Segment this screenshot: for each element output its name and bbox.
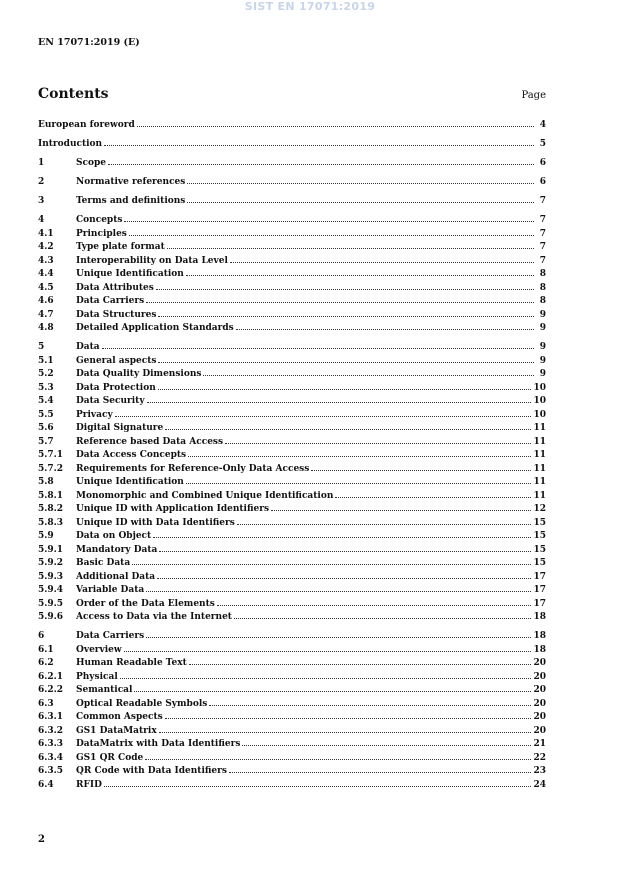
toc-entry-page: 21 [533,739,546,749]
toc-entry-page: 11 [533,490,546,501]
toc-entry-page: 20 [533,685,546,695]
toc-entry-title: Data Quality Dimensions [76,369,202,379]
toc-entry-page: 11 [533,450,546,460]
toc-entry[interactable] [38,726,546,740]
toc-entry-page: 11 [533,477,546,487]
toc-entry-page: 8 [539,269,546,279]
toc-entry-page: 8 [539,296,546,306]
toc-entry[interactable] [38,229,546,243]
toc-entry-number: 6.2 [38,658,54,668]
toc-leader-dots [146,296,534,303]
toc-entry-title: Data Protection [76,382,156,393]
toc-entry-page: 7 [539,242,546,252]
page-column-label: Page [521,90,546,101]
toc-entry-number: 6.3.4 [38,752,64,763]
toc-entry-number: 6.3.5 [38,766,64,776]
toc-entry-number: 5.2 [38,369,54,379]
toc-entry-page: 17 [533,571,546,582]
toc-entry-title: Basic Data [76,558,131,568]
toc-entry-number: 6.4 [38,779,54,790]
toc-entry-title: GS1 QR Code [76,752,144,763]
toc-entry-page: 5 [539,139,546,149]
toc-entry-title: Data [76,342,100,352]
toc-entry-number: 5.9.1 [38,544,64,555]
toc-leader-dots [203,369,534,376]
toc-entry-title: Reference based Data Access [76,436,224,447]
toc-entry[interactable] [38,585,546,599]
toc-entry-page: 20 [533,698,546,709]
toc-entry[interactable] [38,739,546,753]
toc-entry-page: 15 [533,531,546,541]
toc-entry-number: 5.7.1 [38,450,64,460]
table-of-contents [38,120,546,793]
toc-entry-title: Semantical [76,685,133,695]
toc-entry-title: Physical [76,671,118,682]
toc-entry-title: Order of the Data Elements [76,598,215,609]
toc-leader-dots [187,177,534,184]
toc-entry-page: 17 [533,585,546,595]
toc-leader-dots [120,672,532,679]
toc-leader-dots [146,585,531,592]
toc-entry-title: Data Structures [76,309,157,320]
toc-entry-number: 6.1 [38,644,54,655]
toc-entry[interactable] [38,531,546,545]
toc-entry-title: Unique ID with Data Identifiers [76,517,235,528]
toc-entry-page: 9 [539,355,546,366]
toc-leader-dots [209,699,531,706]
toc-entry-page: 9 [539,369,546,379]
toc-entry-page: 18 [533,644,546,655]
toc-leader-dots [158,356,534,363]
toc-leader-dots [145,753,531,760]
toc-entry-title: Data Carriers [76,296,145,306]
toc-entry-number: 5.8.1 [38,490,64,501]
toc-entry[interactable] [38,356,546,370]
toc-entry-number: 5.9.2 [38,558,64,568]
toc-leader-dots [134,685,531,692]
toc-entry-title: Type plate format [76,242,165,252]
toc-entry-number: 4.2 [38,242,54,252]
toc-leader-dots [146,631,531,638]
toc-entry-number: 5.8.2 [38,504,64,514]
toc-entry-page: 23 [533,766,546,776]
toc-entry-number: 2 [38,177,45,187]
toc-entry-page: 7 [539,215,546,225]
toc-entry-title: Mandatory Data [76,544,158,555]
toc-entry-number: 5.7.2 [38,463,64,474]
toc-entry-number: 6.2.2 [38,685,64,695]
toc-leader-dots [236,323,534,330]
toc-entry-page: 17 [533,598,546,609]
toc-entry[interactable] [38,269,546,283]
toc-leader-dots [187,196,534,203]
toc-entry-page: 20 [533,671,546,682]
toc-entry-title: Privacy [76,409,113,420]
toc-entry[interactable] [38,310,546,324]
toc-leader-dots [165,423,531,430]
toc-entry-title: Interoperability on Data Level [76,255,228,266]
toc-entry-page: 10 [533,396,546,406]
toc-entry-number: 4 [38,215,45,225]
toc-entry-title: Terms and definitions [76,196,186,206]
toc-entry[interactable] [38,177,546,191]
toc-entry-page: 9 [539,342,546,352]
toc-entry-number: 6.3.3 [38,739,64,749]
toc-entry-number: 5.9.3 [38,571,64,582]
toc-entry-title: Variable Data [76,585,145,595]
toc-leader-dots [335,491,531,498]
toc-leader-dots [124,645,532,652]
toc-entry-title: General aspects [76,355,157,366]
toc-leader-dots [186,477,532,484]
toc-entry-title: Detailed Application Standards [76,323,234,333]
document-id: EN 17071:2019 (E) [38,37,140,48]
toc-entry-title: Unique Identification [76,269,184,279]
toc-entry-title: Overview [76,644,122,655]
toc-entry-number: 5.8.3 [38,517,64,528]
toc-entry-page: 11 [533,436,546,447]
toc-entry-title: Data Attributes [76,282,154,293]
toc-leader-dots [189,658,532,665]
toc-entry[interactable] [38,256,546,270]
toc-leader-dots [230,256,534,263]
toc-leader-dots [115,410,532,417]
toc-entry-number: 4.3 [38,255,54,266]
toc-entry-title: Scope [76,158,107,168]
toc-leader-dots [137,120,534,127]
toc-entry-page: 18 [533,631,546,641]
toc-entry-title: Additional Data [76,571,156,582]
toc-entry-page: 11 [533,423,546,433]
toc-entry-page: 6 [539,177,546,187]
toc-entry[interactable] [38,296,546,310]
toc-entry-page: 20 [533,712,546,722]
toc-entry-title: Data Security [76,396,145,406]
toc-entry-number: 6.3.1 [38,712,64,722]
toc-entry-number: 4.1 [38,228,54,239]
toc-entry-title: GS1 DataMatrix [76,725,157,736]
toc-entry[interactable] [38,215,546,229]
toc-entry[interactable] [38,423,546,437]
toc-entry[interactable] [38,672,546,686]
toc-entry[interactable] [38,631,546,645]
toc-entry[interactable] [38,342,546,356]
toc-leader-dots [159,545,531,552]
toc-entry[interactable] [38,369,546,383]
toc-leader-dots [147,396,532,403]
toc-entry[interactable] [38,658,546,672]
toc-entry[interactable] [38,450,546,464]
toc-leader-dots [158,383,532,390]
toc-entry[interactable] [38,753,546,767]
toc-entry[interactable] [38,545,546,559]
toc-entry[interactable] [38,410,546,424]
toc-leader-dots [104,780,532,787]
toc-entry-title: Normative references [76,177,186,187]
toc-entry-page: 15 [533,558,546,568]
toc-entry[interactable] [38,139,546,153]
toc-leader-dots [124,215,534,222]
toc-entry[interactable] [38,766,546,780]
toc-entry-page: 9 [539,323,546,333]
toc-entry-page: 7 [539,196,546,206]
toc-entry-number: 5.9.6 [38,612,64,622]
toc-entry-title: Unique ID with Application Identifiers [76,504,270,514]
toc-entry-number: 4.5 [38,282,54,293]
footer-page-number: 2 [38,834,45,845]
toc-entry-page: 7 [539,255,546,266]
toc-entry-title: RFID [76,779,102,790]
toc-leader-dots [108,158,534,165]
toc-leader-dots [186,269,534,276]
toc-entry-number: 5.6 [38,423,54,433]
toc-leader-dots [158,310,534,317]
toc-entry-page: 15 [533,544,546,555]
toc-entry-number: 6.3 [38,698,54,709]
toc-entry[interactable] [38,396,546,410]
toc-entry-title: DataMatrix with Data Identifiers [76,739,241,749]
toc-entry-number: 5 [38,342,45,352]
toc-entry-number: 4.8 [38,323,54,333]
toc-entry[interactable] [38,699,546,713]
toc-entry-title: Requirements for Reference-Only Data Access [76,463,310,474]
toc-entry-title: European foreword [38,120,135,130]
toc-leader-dots [188,450,531,457]
toc-entry-page: 8 [539,282,546,293]
toc-entry[interactable] [38,558,546,572]
toc-entry-title: Introduction [38,139,103,149]
toc-leader-dots [159,726,532,733]
toc-entry-page: 20 [533,725,546,736]
toc-entry-number: 6.2.1 [38,671,64,682]
toc-entry-number: 5.9.4 [38,585,64,595]
toc-entry-number: 6.3.2 [38,725,64,736]
toc-entry-number: 5.1 [38,355,54,366]
toc-entry-number: 1 [38,158,45,168]
toc-entry-number: 6 [38,631,45,641]
toc-leader-dots [156,283,534,290]
toc-entry[interactable] [38,120,546,134]
toc-entry-number: 5.7 [38,436,54,447]
toc-entry-page: 15 [533,517,546,528]
toc-entry-number: 5.9.5 [38,598,64,609]
toc-entry-title: Common Aspects [76,712,163,722]
toc-entry-number: 5.9 [38,531,54,541]
toc-entry[interactable] [38,518,546,532]
toc-leader-dots [242,739,531,746]
toc-entry-page: 11 [533,463,546,474]
toc-leader-dots [237,518,532,525]
toc-entry-title: Digital Signature [76,423,164,433]
toc-entry-title: QR Code with Data Identifiers [76,766,227,776]
toc-leader-dots [167,242,534,249]
toc-entry-page: 7 [539,228,546,239]
toc-entry-page: 9 [539,309,546,320]
toc-entry-number: 4.6 [38,296,54,306]
toc-entry-page: 22 [533,752,546,763]
toc-entry-page: 10 [533,382,546,393]
toc-entry-page: 24 [533,779,546,790]
toc-entry-number: 5.3 [38,382,54,393]
toc-entry-page: 20 [533,658,546,668]
toc-entry[interactable] [38,158,546,172]
toc-entry[interactable] [38,464,546,478]
toc-leader-dots [229,766,532,773]
toc-leader-dots [102,342,534,349]
toc-leader-dots [234,612,532,619]
toc-entry-number: 4.4 [38,269,54,279]
toc-entry[interactable] [38,242,546,256]
toc-entry-number: 5.8 [38,477,54,487]
toc-entry-number: 3 [38,196,45,206]
watermark: SIST EN 17071:2019 [244,0,376,13]
toc-leader-dots [165,712,532,719]
toc-entry-title: Access to Data via the Internet [76,612,232,622]
toc-entry-page: 4 [539,120,546,130]
toc-leader-dots [157,572,531,579]
toc-entry-title: Monomorphic and Combined Unique Identification [76,490,334,501]
toc-entry-title: Data on Object [76,531,152,541]
toc-entry-page: 12 [533,504,546,514]
toc-entry[interactable] [38,599,546,613]
toc-entry-title: Principles [76,228,127,239]
toc-entry[interactable] [38,323,546,337]
toc-leader-dots [311,464,531,471]
toc-leader-dots [132,558,531,565]
toc-leader-dots [225,437,531,444]
toc-entry[interactable] [38,572,546,586]
toc-entry[interactable] [38,491,546,505]
toc-entry[interactable] [38,196,546,210]
toc-leader-dots [129,229,534,236]
toc-entry-number: 5.5 [38,409,54,420]
toc-entry-title: Optical Readable Symbols [76,698,208,709]
toc-entry-page: 18 [533,612,546,622]
toc-entry[interactable] [38,612,546,626]
toc-entry-number: 4.7 [38,309,54,320]
toc-entry-title: Concepts [76,215,123,225]
toc-entry-title: Human Readable Text [76,658,187,668]
toc-entry[interactable] [38,437,546,451]
toc-entry[interactable] [38,283,546,297]
toc-leader-dots [104,139,534,146]
toc-entry-page: 6 [539,158,546,168]
toc-entry[interactable] [38,504,546,518]
toc-entry-number: 5.4 [38,396,54,406]
toc-entry[interactable] [38,645,546,659]
toc-entry-title: Unique Identification [76,477,184,487]
toc-entry[interactable] [38,477,546,491]
toc-entry-title: Data Access Concepts [76,450,187,460]
toc-entry-page: 10 [533,409,546,420]
toc-leader-dots [217,599,532,606]
contents-title: Contents [38,86,109,102]
toc-entry[interactable] [38,383,546,397]
toc-leader-dots [271,504,531,511]
toc-entry[interactable] [38,685,546,699]
toc-leader-dots [153,531,531,538]
toc-entry[interactable] [38,780,546,794]
toc-entry[interactable] [38,712,546,726]
toc-entry-title: Data Carriers [76,631,145,641]
